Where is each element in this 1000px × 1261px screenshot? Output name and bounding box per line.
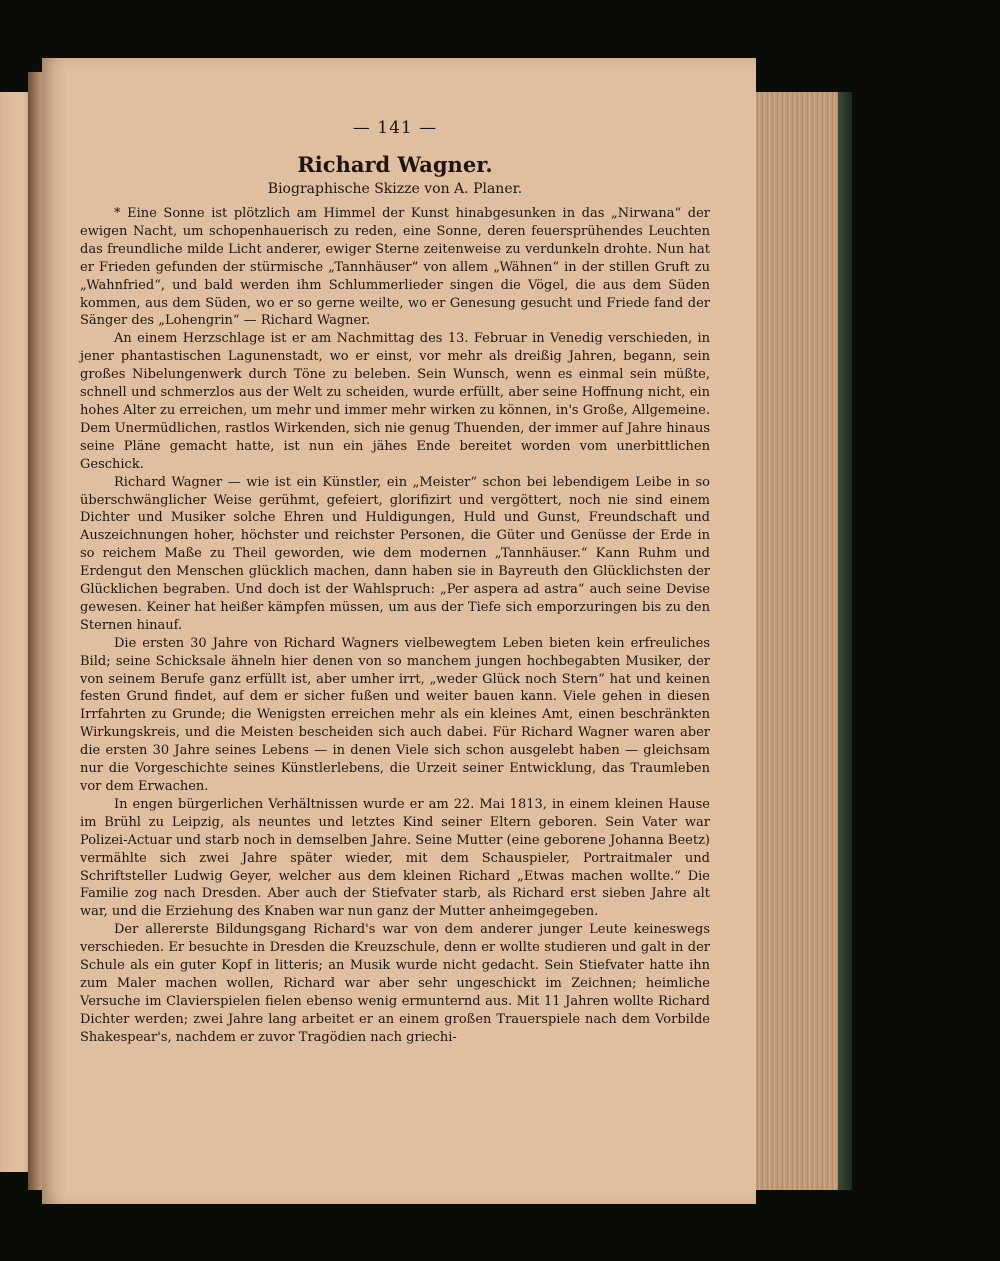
page-edges bbox=[746, 92, 844, 1190]
paragraph-4: Die ersten 30 Jahre von Richard Wagners vielbewegtem Leben bieten kein erfreuliches Bild; seine Schicksale ähneln hier denen von so manchem jungen hochbegabten Musiker, der von seinem Berufe ganz erfüllt ist, aber umher irrt, „weder Glück noch Stern“ hat und keinen festen Grund findet, auf dem er sicher fußen und weiter bauen kann. Viele gehen in diesen Irrfahrten zu Grunde; die Wenigsten erreichen mehr als ein kleines Amt, einen beschränkten Wirkungskreis, und die Meisten bescheiden sich auch dabei. Für Richard Wagner waren aber die ersten 30 Jahre seines Lebens — in denen Viele sich schon ausgelebt haben — gleichsam nur die Vorgeschichte seines Künstlerlebens, die Urzeit seiner Entwicklung, das Traumleben vor dem Erwachen. bbox=[80, 635, 710, 794]
paragraph-6: Der allererste Bildungsgang Richard's war von dem anderer junger Leute keineswegs verschieden. Er besuchte in Dresden die Kreuzschule, denn er wollte studieren und galt in der Schule als ein guter Kopf in litteris; an Musik wurde nicht gedacht. Sein Stiefvater hatte ihn zum Maler machen wollen, Richard war aber sehr ungeschickt im Zeichnen; heimliche Versuche im Clavierspielen fielen ebenso wenig ermunternd aus. Mit 11 Jahren wollte Richard Dichter werden; zwei Jahre lang arbeitet er an einem großen Trauerspiele nach dem Vorbilde Shakespear's, nachdem er zuvor Tragödien nach griechi- bbox=[80, 922, 710, 1045]
paragraph-3: Richard Wagner — wie ist ein Künstler, ein „Meister“ schon bei lebendigem Leibe in so überschwänglicher Weise gerühmt, gefeiert, glorifizirt und vergöttert, noch nie sind einem Dichter und Musiker solche Ehren und Huldigungen, Huld und Gunst, Freundschaft und Auszeichnungen hoher, höchster und reichster Personen, die Güter und Genüsse der Erde in so reichem Maße zu Theil geworden, wie dem modernen „Tannhäuser.“ Kann Ruhm und Erdengut den Menschen glücklich machen, dann haben sie in Bayreuth den Glücklichsten der Glücklichen begraben. Und doch ist der Wahlspruch: „Per aspera ad astra“ auch seine Devise gewesen. Keiner hat heißer kämpfen müssen, um aus der Tiefe sich emporzuringen bis zu den Sternen hinauf. bbox=[80, 474, 710, 633]
page-content bbox=[80, 118, 710, 1047]
paragraph-5: In engen bürgerlichen Verhältnissen wurde er am 22. Mai 1813, in einem kleinen Hause im Brühl zu Leipzig, als neuntes und letztes Kind seiner Eltern geboren. Sein Vater war Polizei-Actuar und starb noch in demselben Jahre. Seine Mutter (eine geborene Johanna Beetz) vermählte sich zwei Jahre später wieder, mit dem Schauspieler, Portraitmaler und Schriftsteller Ludwig Geyer, welcher aus dem kleinen Richard „Etwas machen wollte.“ Die Familie zog nach Dresden. Aber auch der Stiefvater starb, als Richard erst sieben Jahre alt war, und die Erziehung des Knaben war nun ganz der Mutter anheimgegeben. bbox=[80, 796, 710, 920]
paragraph-1: * Eine Sonne ist plötzlich am Himmel der Kunst hinabgesunken in das „Nirwana“ der ewigen Nacht, um schopenhauerisch zu reden, eine Sonne, deren feuersprühendes Leuchten das freundliche milde Licht anderer, ewiger Sterne zeitenweise zu verdunkeln drohte. Nun hat er Frieden gefunden der stürmische „Tannhäuser“ von allem „Wähnen“ in der stillen Gruft zu „Wahnfried“, und bald werden ihm Schlummerlieder singen die Vögel, die aus dem Süden kommen, aus dem Süden, wo er so gerne weilte, wo er Genesung gesucht und Friede fand der Sänger des „Lohengrin“ — Richard Wagner. bbox=[80, 206, 710, 329]
article-subtitle: Biographische Skizze von A. Planer. bbox=[267, 181, 523, 197]
page-number: — 141 — bbox=[352, 118, 438, 138]
paragraph-2: An einem Herzschlage ist er am Nachmittag des 13. Februar in Venedig verschieden, in jener phantastischen Lagunenstadt, wo er einst, vor mehr als dreißig Jahren, begann, sein großes Nibelungenwerk durch Töne zu beleben. Sein Wunsch, wenn es einmal sein müßte, schnell und schmerzlos aus der Welt zu scheiden, wurde erfüllt, aber seine Hoffnung nicht, ein hohes Alter zu erreichen, um mehr und immer mehr wirken zu können, in's Große, Allgemeine. Dem Unermüdlichen, rastlos Wirkenden, sich nie genug Thuenden, der immer auf Jahre hinaus seine Pläne gemacht hatte, ist nun ein jähes Ende bereitet worden vom unerbittlichen Geschick. bbox=[80, 331, 710, 472]
book-cover-edge bbox=[838, 92, 852, 1190]
article-title: Richard Wagner. bbox=[297, 152, 493, 177]
